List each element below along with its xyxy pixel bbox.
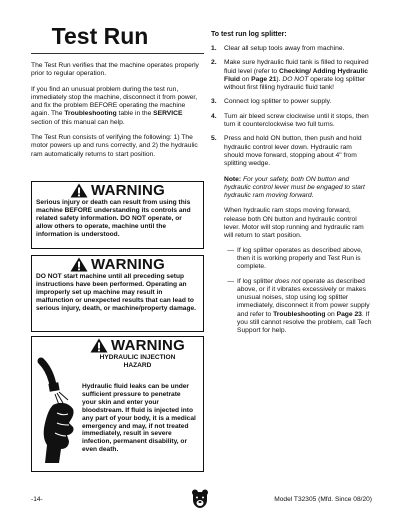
test-run-consists-paragraph: The Test Run consists of verifying the following: 1) The motor powers up and runs correctly, and 2) the hydraulic ram automatically returns to start position. [31,134,198,158]
page-number: -14- [31,496,43,503]
s2-text-c: on [239,75,252,83]
step-text [224,59,372,92]
step-text: Clear all setup tools away from machine. [224,45,345,52]
step-number: 3. [211,98,217,106]
warning-text: DO NOT start machine until all preceding setup instructions have been performed. Operating an improperly set up machine may result in malfunction or unexpected results that can lead to serious injury, death, or machine/property damage. [36,273,197,312]
warning-label: WARNING [111,337,185,354]
outcome-pass [224,247,372,272]
warning-triangle-icon [70,257,88,272]
note-label: Note: [224,175,242,183]
p2-text-e: section of this manual can help. [31,118,125,126]
page-21-ref: Page 21 [251,75,277,83]
step-4 [211,113,372,130]
dash-bullet: — [227,246,234,254]
p2-text-c: table in the [116,110,154,118]
hazard-subheading-line1: HYDRAULIC INJECTION [99,354,176,361]
warning-box-hydraulic-injection [31,336,204,472]
hydraulic-injection-hand-icon [35,357,79,465]
outcome-fail [224,278,372,336]
hazard-subheading-line2: HAZARD [123,362,152,369]
troubleshooting-ref: Troubleshooting [273,310,326,318]
step-1 [211,45,372,53]
step-2 [211,59,372,92]
step-number: 4. [211,112,217,120]
dash-bullet: — [227,277,234,285]
right-column [211,30,372,342]
warning-label: WARNING [91,182,165,199]
outcome-pass-text: If log splitter operates as described above, then it is working properly and Test Run is complete. [237,246,363,271]
warning-triangle-icon [90,338,108,353]
d2-text-g: . If you still cannot resolve the problem, call Tech Support for help. [237,310,372,335]
warning-header [32,256,203,273]
step-text: Press and hold ON button, then push and hold hydraulic control lever down. Hydraulic ram should move forward, stopping about 4" from splitting wedge. [224,135,362,168]
d2-text-a: If log splitter [237,277,275,285]
step-text: Connect log splitter to power supply. [224,98,332,106]
bear-logo-icon [191,489,209,509]
warning-box-understanding [31,181,204,249]
step-number: 2. [211,59,217,67]
d2-text-c: operate as described above, or if it vibrates excessively or makes unusual noises, stop using log splitter immediately, disconnect it from power supply and refer to [237,277,370,318]
checking-fluid-ref: Checking/ Adding Hydraulic Fluid [224,67,368,83]
safety-note [224,176,372,201]
troubleshooting-ref: Troubleshooting [64,110,117,118]
outcome-fail-text [237,278,372,336]
note-text: For your safety, both ON button and hydraulic control lever must be engaged to start hydraulic ram moving forward. [224,175,365,200]
step-number: 1. [211,45,217,52]
warning-header [32,182,203,199]
step-number: 5. [211,135,217,143]
warning-text: Hydraulic fluid leaks can be under sufficient pressure to penetrate your skin and enter your bloodstream. If fluid is injected into any part of your body, it is a medical emergency and may, if not treated immediately, result in severe infection, permanent disability, or even death. [82,383,196,454]
step-3 [211,98,372,106]
warning-text: Serious injury or death can result from using this machine BEFORE understanding its controls and related safety information. DO NOT operate, or allow others to operate, machine until the information is understood. [36,199,191,238]
do-not-emphasis: DO NOT [282,75,309,83]
step-5-body [224,135,372,335]
left-column [31,61,204,166]
model-info: Model T32305 (Mfd. Since 08/20) [274,496,372,503]
s2-text-a: Make sure hydraulic fluid tank is filled to required fluid level (refer to [224,59,369,75]
warning-box-setup [31,255,204,332]
d2-text-e: on [325,310,337,318]
service-ref: SERVICE [153,110,183,118]
does-not-emphasis: does not [274,277,301,285]
page-23-ref: Page 23 [336,310,362,318]
warning-header [32,337,203,354]
warning-label: WARNING [91,256,165,273]
warning-triangle-icon [70,183,88,198]
ram-return-paragraph: When hydraulic ram stops moving forward, release both ON button and hydraulic control lever. Motor will stop running and hydraulic ram will return to start position. [224,207,364,240]
step-text: Turn air bleed screw clockwise until it stops, then turn it counterclockwise two full turns. [224,112,369,129]
page-title: Test Run [51,23,149,49]
s2-text-g: operate log splitter without first filling hydraulic fluid tank! [224,75,366,92]
procedure-heading: To test run log splitter: [211,31,287,38]
unusual-problem-paragraph [31,86,204,127]
s2-text-e: ). [276,75,283,83]
step-5 [211,135,372,335]
title-divider [31,53,204,54]
intro-paragraph: The Test Run verifies that the machine operates properly prior to regular operation. [31,62,199,78]
p2-text-a: If you find an unusual problem during the test run, immediately stop the machine, disconnect it from power, and fix the problem BEFORE operating the machine again. The [31,85,198,118]
